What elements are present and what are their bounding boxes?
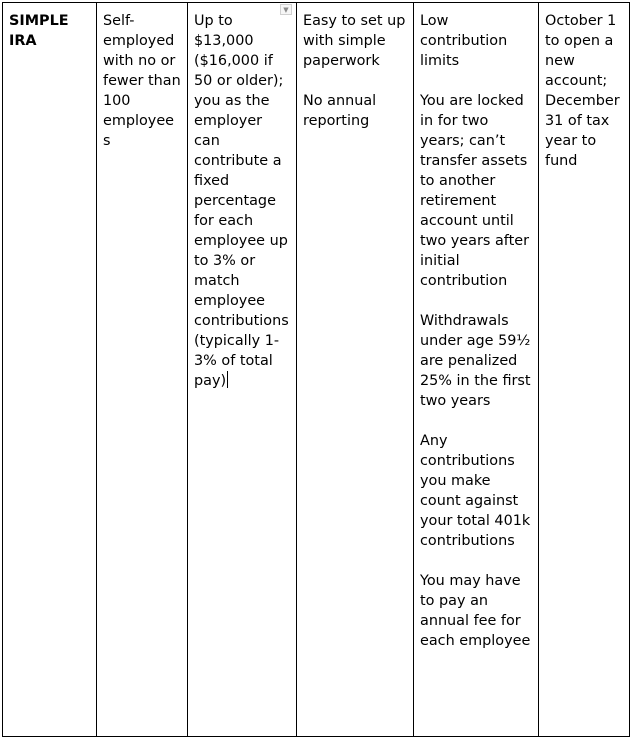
cons-item: Withdrawals under age 59½ are penalized 25% in the first two years — [420, 313, 531, 409]
plan-name-cell[interactable] — [3, 3, 97, 737]
cons-item: Low contribution limits — [420, 13, 508, 69]
table-row — [3, 3, 630, 737]
contribution-limit-cell[interactable] — [188, 3, 297, 737]
deadlines-cell[interactable] — [539, 3, 630, 737]
eligibility-text: Self-employed with no or fewer than 100 employees — [103, 13, 181, 149]
chevron-down-icon[interactable]: ▼ — [280, 4, 292, 15]
contribution-limit-text: Up to $13,000 ($16,000 if 50 or older); you as the employer can contribute a fixed percentage for each employee up to 3% or match employee contributions (typically 1-3% of total pay) — [194, 13, 289, 389]
pros-cell[interactable] — [297, 3, 414, 737]
cons-item: You are locked in for two years; can’t transfer assets to another retirement account until two years after initial contribution — [420, 93, 530, 289]
plan-name: SIMPLE IRA — [9, 13, 69, 49]
cons-cell[interactable] — [414, 3, 539, 737]
cons-item: You may have to pay an annual fee for each employee — [420, 573, 531, 649]
eligibility-cell[interactable] — [97, 3, 188, 737]
deadlines-text: October 1 to open a new account; December 31 of tax year to fund — [545, 13, 620, 169]
cons-item: Any contributions you make count against your total 401k contributions — [420, 433, 531, 549]
retirement-plans-table — [2, 2, 630, 737]
pros-item: No annual reporting — [303, 93, 377, 129]
text-cursor — [227, 371, 228, 388]
pros-item: Easy to set up with simple paperwork — [303, 13, 406, 69]
